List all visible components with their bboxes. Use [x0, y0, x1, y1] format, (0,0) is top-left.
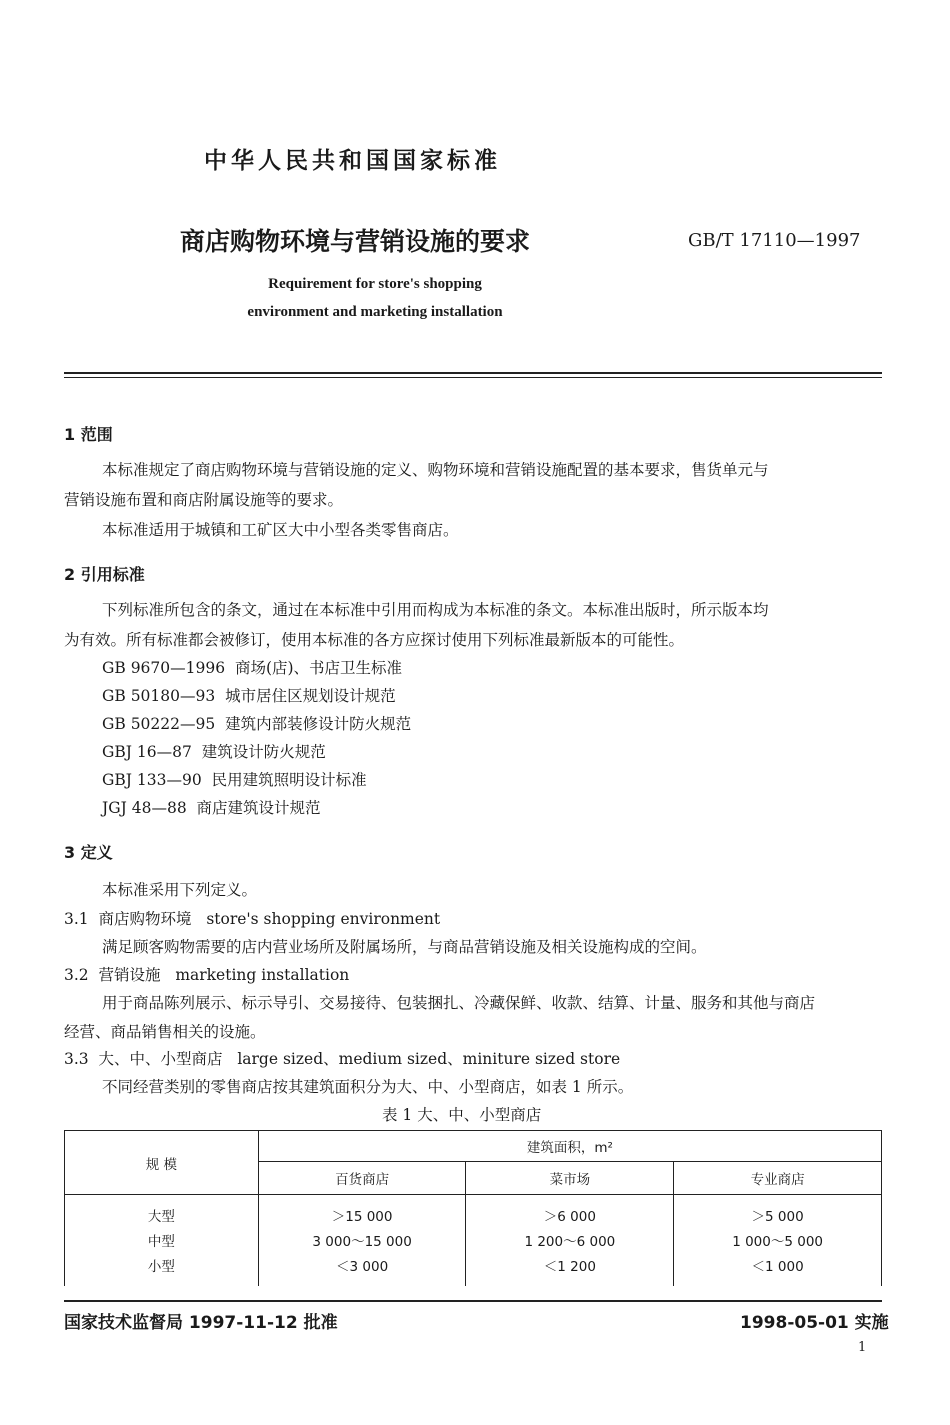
approval-statement: 国家技术监督局 1997-11-12 批准: [64, 1313, 338, 1333]
document-title-en-line2: environment and marketing installation: [247, 304, 503, 320]
table-1-caption: 表 1 大、中、小型商店: [382, 1106, 542, 1124]
table-column-vegetable-market: [466, 1195, 674, 1287]
reference-title: 建筑内部装修设计防火规范: [225, 715, 412, 733]
section-2-heading: 2 引用标准: [64, 565, 145, 584]
footer-rule: [64, 1300, 882, 1302]
definition-number: 3.1: [64, 910, 89, 928]
reference-title: 建筑设计防火规范: [201, 743, 326, 761]
reference-item: [102, 796, 321, 818]
table-cell: ＞6 000: [543, 1209, 596, 1225]
reference-code: JGJ 48—88: [102, 799, 187, 817]
section-1-para2: 本标准适用于城镇和工矿区大中小型各类零售商店。: [102, 521, 459, 539]
table-1: [64, 1130, 882, 1286]
table-header-column: 菜市场: [466, 1162, 674, 1195]
reference-code: GBJ 16—87: [102, 743, 192, 761]
section-1-heading: 1 范围: [64, 425, 113, 444]
reference-item: [102, 684, 396, 706]
page-number: 1: [858, 1340, 867, 1355]
table-cell: 1 000～5 000: [732, 1234, 823, 1250]
implementation-date: 1998-05-01 实施: [740, 1313, 889, 1333]
definition-number: 3.2: [64, 966, 89, 984]
table-column-scale: [65, 1195, 259, 1287]
section-2-para1-line2: 为有效。所有标准都会被修订，使用本标准的各方应探讨使用下列标准最新版本的可能性。: [64, 631, 685, 649]
standard-number: GB/T 17110—1997: [688, 230, 861, 251]
definition-term: 营销设施: [98, 966, 161, 984]
header-rule-bottom: [64, 377, 882, 378]
national-standard-label: 中华人民共和国国家标准: [204, 148, 501, 174]
reference-code: GBJ 133—90: [102, 771, 202, 789]
table-cell: ＜1 000: [751, 1259, 804, 1275]
reference-item: [102, 740, 326, 762]
definition-number: 3.3: [64, 1050, 89, 1068]
definition-3-1-heading: [64, 907, 440, 929]
definition-3-2-text-line2: 经营、商品销售相关的设施。: [64, 1023, 266, 1041]
section-3-intro: 本标准采用下列定义。: [102, 881, 258, 899]
table-cell: ＞5 000: [751, 1209, 804, 1225]
reference-code: GB 9670—1996: [102, 659, 226, 677]
definition-term-en: large sized、medium sized、miniture sized store: [237, 1050, 621, 1068]
section-3-heading: 3 定义: [64, 843, 113, 862]
definition-term-en: store's shopping environment: [206, 910, 441, 928]
definition-3-1-text: 满足顾客购物需要的店内营业场所及附属场所，与商品营销设施及相关设施构成的空间。: [102, 938, 707, 956]
section-1-para1-line1: 本标准规定了商店购物环境与营销设施的定义、购物环境和营销设施配置的基本要求，售货单元与: [102, 461, 769, 479]
table-cell: ＜3 000: [336, 1259, 389, 1275]
table-cell: ＜1 200: [543, 1259, 596, 1275]
table-column-specialty-store: [674, 1195, 882, 1287]
table-cell: 3 000～15 000: [312, 1234, 412, 1250]
table-header-column: 百货商店: [258, 1162, 466, 1195]
reference-item: [102, 768, 367, 790]
definition-term-en: marketing installation: [175, 966, 350, 984]
section-2-para1-line1: 下列标准所包含的条文，通过在本标准中引用而构成为本标准的条文。本标准出版时，所示版本均: [102, 601, 769, 619]
reference-code: GB 50180—93: [102, 687, 216, 705]
table-cell: 大型: [147, 1209, 175, 1225]
definition-term: 商店购物环境: [98, 910, 192, 928]
reference-title: 民用建筑照明设计标准: [211, 771, 367, 789]
table-header-scale: 规 模: [65, 1131, 259, 1195]
definition-term: 大、中、小型商店: [98, 1050, 223, 1068]
reference-item: [102, 712, 411, 734]
header-rule-top: [64, 372, 882, 374]
definition-3-3-text: 不同经营类别的零售商店按其建筑面积分为大、中、小型商店，如表 1 所示。: [102, 1078, 634, 1096]
table-cell: 中型: [147, 1234, 175, 1250]
reference-item: [102, 656, 402, 678]
section-1-para1-line2: 营销设施布置和商店附属设施等的要求。: [64, 491, 344, 509]
definition-3-3-heading: [64, 1047, 620, 1069]
document-title-en-line1: Requirement for store's shopping: [268, 276, 482, 292]
reference-title: 商场(店)、书店卫生标准: [234, 659, 403, 677]
table-column-department-store: [258, 1195, 466, 1287]
table-header-column: 专业商店: [674, 1162, 882, 1195]
definition-3-2-heading: [64, 963, 349, 985]
reference-title: 商店建筑设计规范: [196, 799, 321, 817]
table-cell: 1 200～6 000: [524, 1234, 616, 1250]
table-cell: 小型: [147, 1259, 175, 1275]
definition-3-2-text-line1: 用于商品陈列展示、标示导引、交易接待、包装捆扎、冷藏保鲜、收款、结算、计量、服务和其他与商店: [102, 994, 816, 1012]
reference-code: GB 50222—95: [102, 715, 216, 733]
reference-title: 城市居住区规划设计规范: [225, 687, 396, 705]
document-title-cn: 商店购物环境与营销设施的要求: [180, 227, 531, 256]
table-header-area: 建筑面积，m²: [258, 1131, 881, 1162]
table-cell: ＞15 000: [331, 1209, 393, 1225]
